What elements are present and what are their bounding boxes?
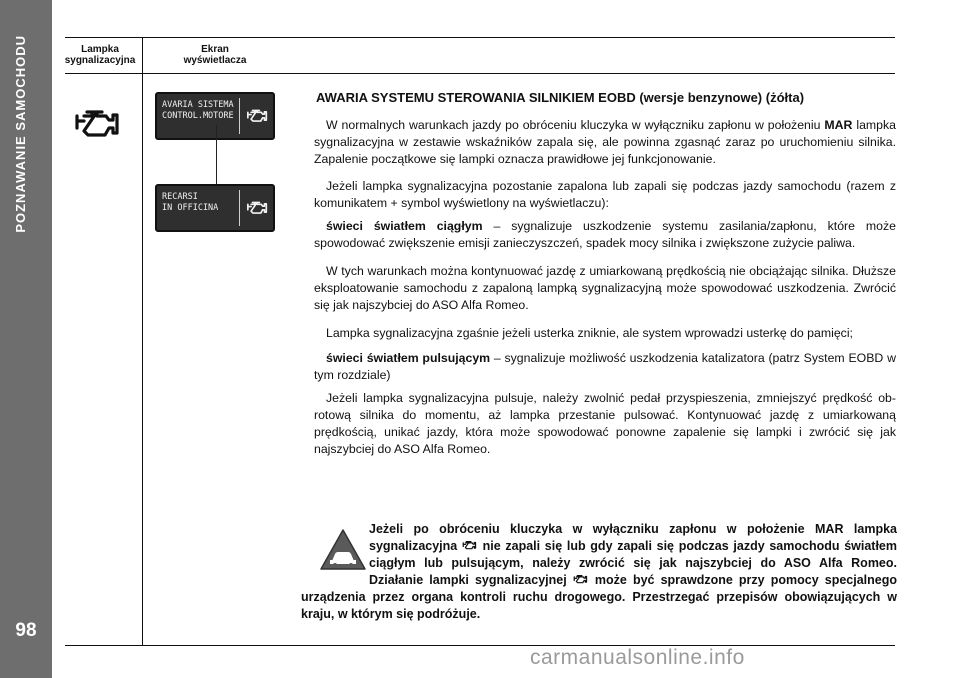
- top-rule: [65, 37, 895, 38]
- paragraph-2: Jeżeli lampka sygnalizacyjna pozostanie zapalona lub zapali się podczas jazdy samochodu (razem z komunikatem + symbol wyświetlony na wyświetlaczu):: [314, 179, 896, 210]
- display-screen-failure: [155, 92, 275, 140]
- section-heading: AWARIA SYSTEMU STEROWANIA SILNIKIEM EOBD (wersje benzynowe) (żółta): [316, 90, 805, 105]
- display-column-header: Ekran wyświetlacza: [183, 44, 247, 66]
- display-text: RECARSI IN OFFICINA: [162, 192, 219, 213]
- engine-check-icon: [573, 573, 589, 585]
- lamp-column-header: Lampka sygnalizacyjna: [64, 44, 136, 66]
- display-connector-line: [216, 125, 217, 184]
- paragraph-6: świeci światłem pulsującym – sygnalizuje możliwość uszkodzenia katalizatora (patrz System EOBD w tym rozdziale): [314, 351, 896, 382]
- column-divider: [142, 37, 143, 645]
- paragraph-4: W tych warunkach można kontynuować jazdę z umiarkowaną prędkością nie obciążając silnika. Dłuższe eksploatowanie samochodu z zapaloną lampką sygnalizacyjną może spowodować uszkodzenia. Zwrócić się jak najszybciej do ASO Alfa Romeo.: [314, 264, 896, 312]
- engine-check-icon: [246, 106, 270, 125]
- section-title: POZNAWANIE SAMOCHODU: [13, 35, 28, 233]
- paragraph-5: Lampka sygnalizacyjna zgaśnie jeżeli usterka zniknie, ale system wprowadzi usterkę do pamięci;: [326, 326, 853, 340]
- paragraph-1: W normalnych warunkach jazdy po obróceniu kluczyka w wyłączniku zapłonu w położeniu MAR lampka sygnalizacyjna w zestawie wskaźników zapala się, ale powinna zgasnąć zaraz po uruchomieniu silnika. Zapalenie początkowe się lampki oznacza prawidłowe jej funkcjonowanie.: [314, 118, 896, 166]
- engine-check-icon: [462, 539, 478, 551]
- header-rule: [65, 73, 895, 74]
- page-number: 98: [15, 620, 37, 641]
- warning-note: Jeżeli po obróceniu kluczyka w wyłączniku zapłonu w położenie MAR lampka sygnalizacyjna nie zapali się lub gdy zapali się podczas jazdy samochodu światłem ciągłym lub pulsującym, należy zwrócić się jak najszybciej do ASO Alfa Romeo. Działanie lampki sygnalizacyjnej może być sprawdzone przy pomocy specjalnego urządzenia przez organa kontroli ruchu drogowego. Przestrzegać przepisów obowiązujących w kraju, w którym się podróżuje.: [301, 522, 897, 621]
- display-separator: [239, 98, 240, 134]
- sidebar: [0, 0, 52, 678]
- paragraph-7: Jeżeli lampka sygnalizacyjna pulsuje, należy zwolnić pedał przyspieszenia, zmniejszyć prędkość obrotową silnika do momentu, aż lampka przestanie pulsować. Kontynuować jazdę z umiarkowaną prędkością, unikać jazdy, która może spowodować ponowne zapalenie się lampki i zwrócić się jak najszybciej do ASO Alfa Romeo.: [314, 391, 896, 456]
- engine-check-icon: [246, 198, 270, 217]
- display-text: AVARIA SISTEMA CONTROL.MOTORE: [162, 100, 234, 121]
- paragraph-3: świeci światłem ciągłym – sygnalizuje uszkodzenie systemu zasilania/zapłonu, które może spowodować zwiększenie emisji zanieczyszczeń, spadek mocy silnika i zwiększone zużycie paliwa.: [314, 219, 896, 250]
- engine-check-icon: [73, 104, 125, 142]
- display-separator: [239, 190, 240, 226]
- bottom-rule: [65, 645, 895, 646]
- watermark: carmanualsonline.info: [530, 646, 745, 669]
- display-screen-service: [155, 184, 275, 232]
